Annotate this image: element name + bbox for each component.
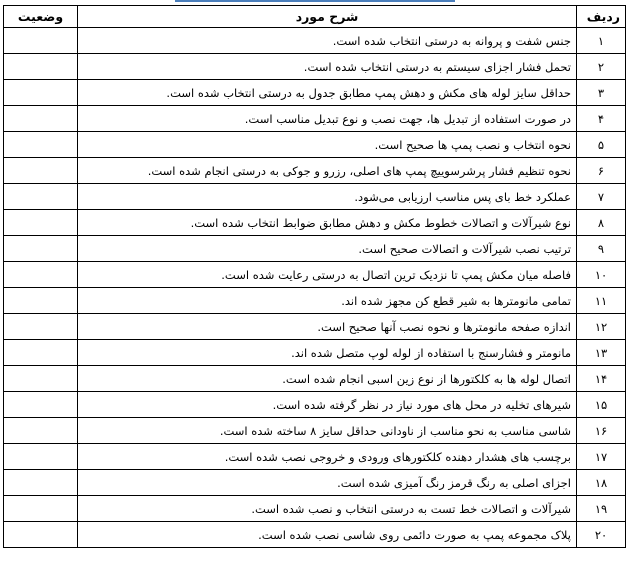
row-description: اتصال لوله ها به کلکتورها از نوع زین اسبی انجام شده است.	[78, 366, 577, 392]
row-description: عملکرد خط بای پس مناسب ارزیابی می‌شود.	[78, 184, 577, 210]
row-number: ۱	[577, 28, 626, 54]
row-description: شیرهای تخلیه در محل های مورد نیاز در نظر گرفته شده است.	[78, 392, 577, 418]
row-description: فاصله میان مکش پمپ تا نزدیک ترین اتصال به درستی رعایت شده است.	[78, 262, 577, 288]
row-number: ۷	[577, 184, 626, 210]
checklist-table	[3, 5, 626, 548]
header-description: شرح مورد	[78, 6, 577, 28]
row-status-cell[interactable]	[4, 470, 78, 496]
table-row	[4, 418, 626, 444]
row-status-cell[interactable]	[4, 28, 78, 54]
row-number: ۱۶	[577, 418, 626, 444]
row-description: نوع شیرآلات و اتصالات خطوط مکش و دهش مطابق ضوابط انتخاب شده است.	[78, 210, 577, 236]
row-description: حداقل سایز لوله های مکش و دهش پمپ مطابق جدول به درستی انتخاب شده است.	[78, 80, 577, 106]
top-divider-line	[175, 0, 455, 2]
row-status-cell[interactable]	[4, 54, 78, 80]
header-row-number: ردیف	[577, 6, 626, 28]
row-description: نحوه انتخاب و نصب پمپ ها صحیح است.	[78, 132, 577, 158]
row-description: اجزای اصلی به رنگ قرمز رنگ آمیزی شده است.	[78, 470, 577, 496]
header-row	[4, 6, 626, 28]
row-number: ۲۰	[577, 522, 626, 548]
row-number: ۱۲	[577, 314, 626, 340]
row-status-cell[interactable]	[4, 184, 78, 210]
row-number: ۱۸	[577, 470, 626, 496]
row-status-cell[interactable]	[4, 106, 78, 132]
table-row	[4, 470, 626, 496]
row-number: ۱۴	[577, 366, 626, 392]
row-status-cell[interactable]	[4, 80, 78, 106]
row-number: ۳	[577, 80, 626, 106]
row-number: ۱۳	[577, 340, 626, 366]
table-row	[4, 132, 626, 158]
row-description: ترتیب نصب شیرآلات و اتصالات صحیح است.	[78, 236, 577, 262]
row-description: نحوه تنظیم فشار پرشرسوییچ پمپ های اصلی، رزرو و جوکی به درستی انجام شده است.	[78, 158, 577, 184]
row-status-cell[interactable]	[4, 288, 78, 314]
row-number: ۹	[577, 236, 626, 262]
row-description: پلاک مجموعه پمپ به صورت دائمی روی شاسی نصب شده است.	[78, 522, 577, 548]
table-row	[4, 366, 626, 392]
table-row	[4, 28, 626, 54]
table-row	[4, 184, 626, 210]
row-status-cell[interactable]	[4, 496, 78, 522]
row-number: ۱۰	[577, 262, 626, 288]
row-status-cell[interactable]	[4, 262, 78, 288]
row-number: ۱۵	[577, 392, 626, 418]
row-status-cell[interactable]	[4, 236, 78, 262]
row-status-cell[interactable]	[4, 522, 78, 548]
row-description: مانومتر و فشارسنج با استفاده از لوله لوپ متصل شده اند.	[78, 340, 577, 366]
row-description: تحمل فشار اجزای سیستم به درستی انتخاب شده است.	[78, 54, 577, 80]
table-row	[4, 496, 626, 522]
table-row	[4, 54, 626, 80]
row-description: اندازه صفحه مانومترها و نحوه نصب آنها صحیح است.	[78, 314, 577, 340]
row-status-cell[interactable]	[4, 444, 78, 470]
row-status-cell[interactable]	[4, 340, 78, 366]
row-number: ۶	[577, 158, 626, 184]
header-status: وضعیت	[4, 6, 78, 28]
table-row	[4, 262, 626, 288]
row-description: تمامی مانومترها به شیر قطع کن مجهز شده اند.	[78, 288, 577, 314]
row-description: شیرآلات و اتصالات خط تست به درستی انتخاب و نصب شده است.	[78, 496, 577, 522]
row-number: ۱۷	[577, 444, 626, 470]
table-row	[4, 106, 626, 132]
table-row	[4, 210, 626, 236]
row-status-cell[interactable]	[4, 210, 78, 236]
table-row	[4, 392, 626, 418]
table-row	[4, 288, 626, 314]
row-number: ۱۹	[577, 496, 626, 522]
table-row	[4, 522, 626, 548]
table-row	[4, 236, 626, 262]
row-status-cell[interactable]	[4, 418, 78, 444]
row-description: شاسی مناسب به نحو مناسب از ناودانی حداقل سایز ۸ ساخته شده است.	[78, 418, 577, 444]
row-number: ۱۱	[577, 288, 626, 314]
table-row	[4, 314, 626, 340]
row-number: ۸	[577, 210, 626, 236]
table-row	[4, 158, 626, 184]
row-description: در صورت استفاده از تبدیل ها، جهت نصب و نوع تبدیل مناسب است.	[78, 106, 577, 132]
table-row	[4, 444, 626, 470]
row-number: ۴	[577, 106, 626, 132]
row-status-cell[interactable]	[4, 392, 78, 418]
row-number: ۵	[577, 132, 626, 158]
table-row	[4, 80, 626, 106]
row-description: برچسب های هشدار دهنده کلکتورهای ورودی و خروجی نصب شده است.	[78, 444, 577, 470]
row-description: جنس شفت و پروانه به درستی انتخاب شده است.	[78, 28, 577, 54]
table-row	[4, 340, 626, 366]
row-status-cell[interactable]	[4, 314, 78, 340]
row-status-cell[interactable]	[4, 366, 78, 392]
row-number: ۲	[577, 54, 626, 80]
row-status-cell[interactable]	[4, 158, 78, 184]
row-status-cell[interactable]	[4, 132, 78, 158]
